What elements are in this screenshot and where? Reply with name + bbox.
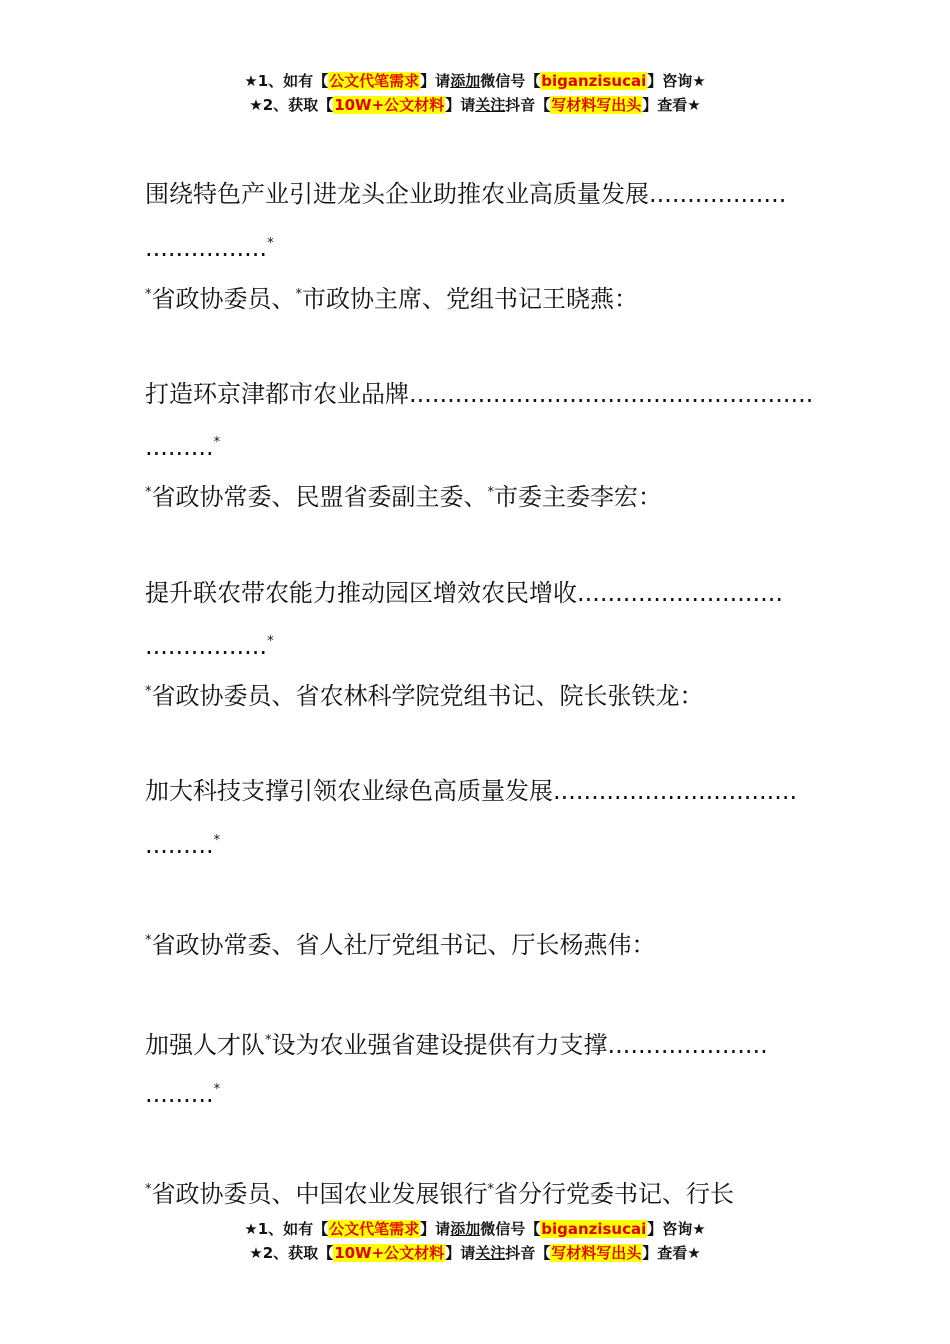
toc-entry-title: [145, 776, 807, 806]
speaker-line: [145, 478, 807, 512]
speaker-text: 省政协委员、: [151, 285, 296, 313]
speaker-text: 省政协委员、省农林科学院党组书记、院长张铁龙：: [151, 682, 704, 710]
toc-entry-continuation: [145, 1075, 807, 1109]
banner-underline: 关注: [475, 1244, 506, 1262]
banner-line-1: [0, 1217, 950, 1241]
banner-highlight: 10W+公文材料: [334, 96, 445, 114]
speaker-line: [145, 280, 807, 314]
toc-title-text: 打造环京津都市农业品牌: [145, 380, 409, 408]
redaction-marker: *: [145, 485, 152, 500]
page-marker: *: [213, 435, 221, 450]
speaker-line: [145, 1175, 807, 1209]
header-banner: [0, 69, 950, 117]
toc-title-text: 提升联农带农能力推动园区增效农民增收: [145, 579, 577, 607]
banner-text: ★2、获取【: [249, 96, 334, 114]
banner-text: 抖音【: [505, 1244, 551, 1262]
banner-text: 】咨询★: [647, 1220, 706, 1238]
redaction-marker: *: [265, 1033, 272, 1048]
banner-highlight: 公文代笔需求: [329, 1220, 420, 1238]
banner-highlight: biganzisucai: [541, 1220, 647, 1238]
banner-text: 】请: [445, 1244, 476, 1262]
speaker-text: 省政协常委、民盟省委副主委、: [151, 483, 488, 511]
banner-text: 】查看★: [642, 1244, 701, 1262]
toc-leader-dots: .........: [145, 1080, 214, 1108]
banner-underline: 添加: [450, 1220, 481, 1238]
banner-underline: 添加: [450, 72, 481, 90]
banner-text: 】咨询★: [647, 72, 706, 90]
speaker-text: 省分行党委书记、行长: [494, 1180, 734, 1208]
banner-text: 抖音【: [505, 96, 551, 114]
banner-text: 】查看★: [642, 96, 701, 114]
banner-text: 微信号【: [480, 1220, 541, 1238]
toc-leader-dots: .........: [145, 831, 214, 859]
redaction-marker: *: [295, 287, 302, 302]
speaker-line: [145, 677, 807, 711]
speaker-text: 市委主委李宏：: [494, 483, 662, 511]
speaker-text: 省政协委员、中国农业发展银行: [151, 1180, 488, 1208]
redaction-marker: *: [145, 933, 152, 948]
banner-text: 】请: [445, 96, 476, 114]
toc-leader-dots: ...........................: [577, 579, 783, 607]
speaker-text: 省政协常委、省人社厅党组书记、厅长杨燕伟：: [151, 931, 656, 959]
banner-highlight: 写材料写出头: [551, 96, 642, 114]
toc-entry-title: [145, 379, 814, 409]
redaction-marker: *: [145, 1182, 152, 1197]
page-marker: *: [267, 236, 274, 251]
speaker-line: [145, 926, 807, 960]
redaction-marker: *: [487, 1182, 494, 1197]
toc-leader-dots: .....................................................: [409, 380, 814, 408]
toc-title-text: 设为农业强省建设提供有力支撑: [271, 1031, 608, 1059]
page-marker: *: [213, 1082, 221, 1097]
banner-text: 】请: [420, 72, 451, 90]
toc-entry-title: [145, 1026, 807, 1060]
banner-highlight: 10W+公文材料: [334, 1244, 445, 1262]
redaction-marker: *: [145, 684, 152, 699]
page-marker: *: [213, 833, 221, 848]
toc-entry-continuation: [145, 229, 807, 263]
banner-text: ★1、如有【: [244, 72, 329, 90]
toc-entry-continuation: [145, 627, 807, 661]
toc-entry-title: [145, 578, 807, 608]
footer-banner: [0, 1217, 950, 1265]
toc-title-text: 围绕特色产业引进龙头企业助推农业高质量发展: [145, 180, 649, 208]
toc-title-text: 加大科技支撑引领农业绿色高质量发展: [145, 777, 553, 805]
banner-line-1: [0, 69, 950, 93]
toc-leader-dots: ................................: [553, 777, 798, 805]
banner-line-2: [0, 93, 950, 117]
toc-leader-dots: .........: [145, 433, 214, 461]
toc-entry-continuation: [145, 826, 807, 860]
toc-leader-dots: ................: [145, 234, 268, 262]
redaction-marker: *: [145, 287, 152, 302]
toc-entry-title: [145, 179, 807, 209]
banner-line-2: [0, 1241, 950, 1265]
toc-leader-dots: .....................: [607, 1031, 768, 1059]
banner-text: 微信号【: [480, 72, 541, 90]
banner-underline: 关注: [475, 96, 506, 114]
toc-entry-continuation: [145, 428, 807, 462]
banner-text: ★2、获取【: [249, 1244, 334, 1262]
banner-highlight: 公文代笔需求: [329, 72, 420, 90]
toc-leader-dots: ..................: [649, 180, 787, 208]
banner-highlight: 写材料写出头: [551, 1244, 642, 1262]
banner-text: 】请: [420, 1220, 451, 1238]
page-marker: *: [267, 634, 274, 649]
toc-title-text: 加强人才队: [145, 1031, 265, 1059]
banner-text: ★1、如有【: [244, 1220, 329, 1238]
redaction-marker: *: [487, 485, 494, 500]
toc-leader-dots: ................: [145, 632, 268, 660]
banner-highlight: biganzisucai: [541, 72, 647, 90]
speaker-text: 市政协主席、党组书记王晓燕：: [302, 285, 638, 313]
